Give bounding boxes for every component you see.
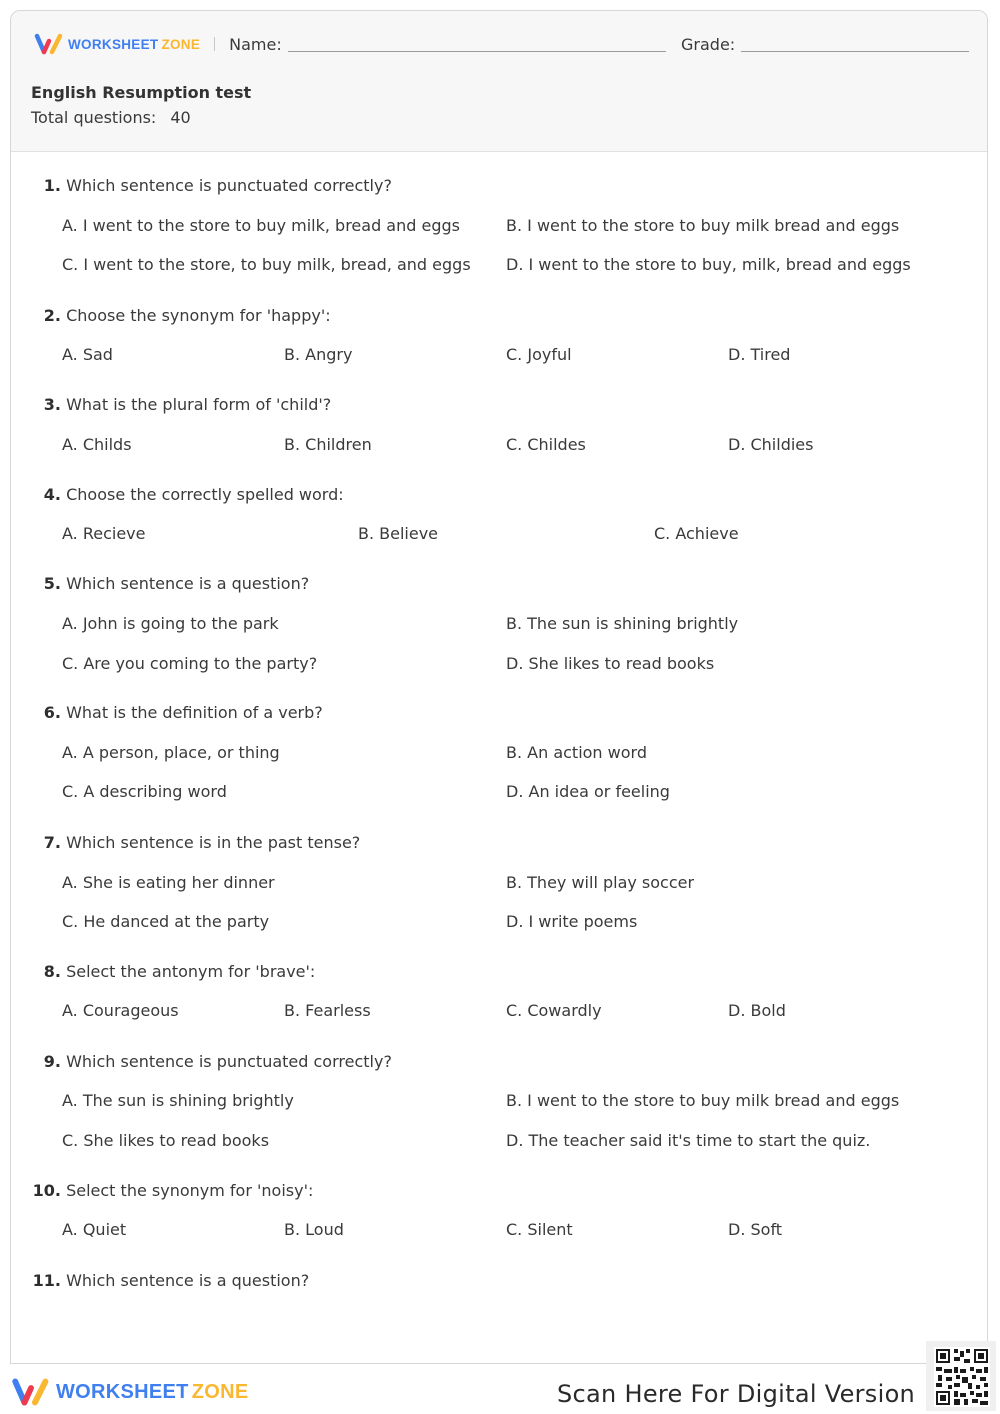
option-a[interactable]: A. A person, place, or thing bbox=[62, 743, 280, 762]
option-a[interactable]: A. John is going to the park bbox=[62, 614, 279, 633]
option-d[interactable]: D. Childies bbox=[728, 435, 814, 454]
grade-row bbox=[681, 31, 969, 57]
question-number: 2. bbox=[43, 306, 61, 325]
grade-field[interactable] bbox=[741, 37, 969, 52]
question-number: 3. bbox=[43, 395, 61, 414]
brand-word-zone: ZONE bbox=[191, 1380, 249, 1403]
option-b[interactable]: B. An action word bbox=[506, 743, 647, 762]
worksheet-zone-logo-icon bbox=[10, 1376, 52, 1408]
question-text: Choose the synonym for 'happy': bbox=[66, 306, 331, 325]
question-stem bbox=[11, 176, 392, 195]
question-stem bbox=[11, 1052, 392, 1071]
question-stem bbox=[11, 703, 323, 722]
option-b[interactable]: B. The sun is shining brightly bbox=[506, 614, 739, 633]
question-text: What is the definition of a verb? bbox=[66, 703, 323, 722]
option-b[interactable]: B. Fearless bbox=[284, 1001, 371, 1020]
question-stem bbox=[11, 962, 315, 981]
grade-label: Grade: bbox=[681, 34, 736, 54]
question-number: 4. bbox=[43, 485, 61, 504]
question-stem bbox=[11, 574, 309, 593]
option-d[interactable]: D. Tired bbox=[728, 345, 791, 364]
option-c[interactable]: C. Are you coming to the party? bbox=[62, 654, 318, 673]
question-number: 9. bbox=[43, 1052, 61, 1071]
question-number: 7. bbox=[43, 833, 61, 852]
question-number: 1. bbox=[43, 176, 61, 195]
option-a[interactable]: A. I went to the store to buy milk, bread and eggs bbox=[62, 216, 460, 235]
option-b[interactable]: B. Loud bbox=[284, 1220, 344, 1239]
option-b[interactable]: B. They will play soccer bbox=[506, 873, 695, 892]
question-stem bbox=[11, 1271, 309, 1290]
question-stem bbox=[11, 833, 360, 852]
brand-word-worksheet: WORKSHEET bbox=[68, 36, 159, 52]
question-text: Which sentence is punctuated correctly? bbox=[66, 176, 392, 195]
question-text: Which sentence is punctuated correctly? bbox=[66, 1052, 392, 1071]
question-number: 11. bbox=[32, 1271, 61, 1290]
option-d[interactable]: D. She likes to read books bbox=[506, 654, 715, 673]
brand-wordmark bbox=[68, 37, 200, 52]
question-number: 5. bbox=[43, 574, 61, 593]
option-d[interactable]: D. Soft bbox=[728, 1220, 783, 1239]
option-c[interactable]: C. A describing word bbox=[62, 782, 227, 801]
option-b[interactable]: B. Angry bbox=[284, 345, 353, 364]
option-c[interactable]: C. She likes to read books bbox=[62, 1131, 270, 1150]
header-brand-row bbox=[33, 31, 666, 57]
footer-brand bbox=[10, 1376, 248, 1408]
total-questions bbox=[31, 108, 191, 127]
footer-wordmark bbox=[56, 1381, 248, 1404]
option-c[interactable]: C. I went to the store, to buy milk, bread, and eggs bbox=[62, 255, 471, 274]
question-stem bbox=[11, 485, 344, 504]
question-text: Select the antonym for 'brave': bbox=[66, 962, 316, 981]
option-a[interactable]: A. Courageous bbox=[62, 1001, 179, 1020]
question-number: 6. bbox=[43, 703, 61, 722]
question-stem bbox=[11, 306, 331, 325]
option-c[interactable]: C. Cowardly bbox=[506, 1001, 602, 1020]
worksheet-page bbox=[10, 10, 988, 1364]
option-a[interactable]: A. Sad bbox=[62, 345, 113, 364]
question-text: Choose the correctly spelled word: bbox=[66, 485, 344, 504]
question-number: 8. bbox=[43, 962, 61, 981]
question-text: Select the synonym for 'noisy': bbox=[66, 1181, 314, 1200]
option-b[interactable]: B. Children bbox=[284, 435, 372, 454]
option-d[interactable]: D. The teacher said it's time to start the quiz. bbox=[506, 1131, 871, 1150]
brand-word-worksheet: WORKSHEET bbox=[56, 1380, 189, 1403]
name-label: Name: bbox=[229, 34, 282, 54]
option-d[interactable]: D. I write poems bbox=[506, 912, 638, 931]
question-text: Which sentence is in the past tense? bbox=[66, 833, 361, 852]
question-text: Which sentence is a question? bbox=[66, 574, 310, 593]
worksheet-zone-logo-icon bbox=[33, 32, 65, 56]
option-a[interactable]: A. Childs bbox=[62, 435, 132, 454]
option-d[interactable]: D. I went to the store to buy, milk, bread and eggs bbox=[506, 255, 911, 274]
option-a[interactable]: A. Quiet bbox=[62, 1220, 127, 1239]
option-c[interactable]: C. He danced at the party bbox=[62, 912, 270, 931]
option-c[interactable]: C. Silent bbox=[506, 1220, 573, 1239]
brand-word-zone: ZONE bbox=[161, 36, 201, 52]
option-c[interactable]: C. Achieve bbox=[654, 524, 739, 543]
option-c[interactable]: C. Joyful bbox=[506, 345, 572, 364]
question-text: Which sentence is a question? bbox=[66, 1271, 310, 1290]
qr-code-graphic bbox=[934, 1347, 990, 1407]
option-d[interactable]: D. Bold bbox=[728, 1001, 786, 1020]
total-questions-label: Total questions: bbox=[31, 108, 157, 127]
qr-code-icon[interactable] bbox=[926, 1341, 996, 1411]
header-divider bbox=[214, 37, 215, 51]
question-stem bbox=[11, 395, 331, 414]
option-a[interactable]: A. Recieve bbox=[62, 524, 146, 543]
option-b[interactable]: B. I went to the store to buy milk bread and eggs bbox=[506, 216, 900, 235]
option-b[interactable]: B. Believe bbox=[358, 524, 439, 543]
total-questions-value: 40 bbox=[170, 108, 191, 127]
option-d[interactable]: D. An idea or feeling bbox=[506, 782, 670, 801]
question-text: What is the plural form of 'child'? bbox=[66, 395, 332, 414]
question-number: 10. bbox=[32, 1181, 61, 1200]
option-b[interactable]: B. I went to the store to buy milk bread and eggs bbox=[506, 1091, 900, 1110]
scan-caption: Scan Here For Digital Version bbox=[557, 1380, 916, 1408]
worksheet-title: English Resumption test bbox=[31, 83, 252, 102]
name-field[interactable] bbox=[288, 37, 666, 52]
option-a[interactable]: A. She is eating her dinner bbox=[62, 873, 275, 892]
question-stem bbox=[11, 1181, 313, 1200]
worksheet-header bbox=[11, 11, 987, 152]
option-a[interactable]: A. The sun is shining brightly bbox=[62, 1091, 294, 1110]
option-c[interactable]: C. Childes bbox=[506, 435, 586, 454]
